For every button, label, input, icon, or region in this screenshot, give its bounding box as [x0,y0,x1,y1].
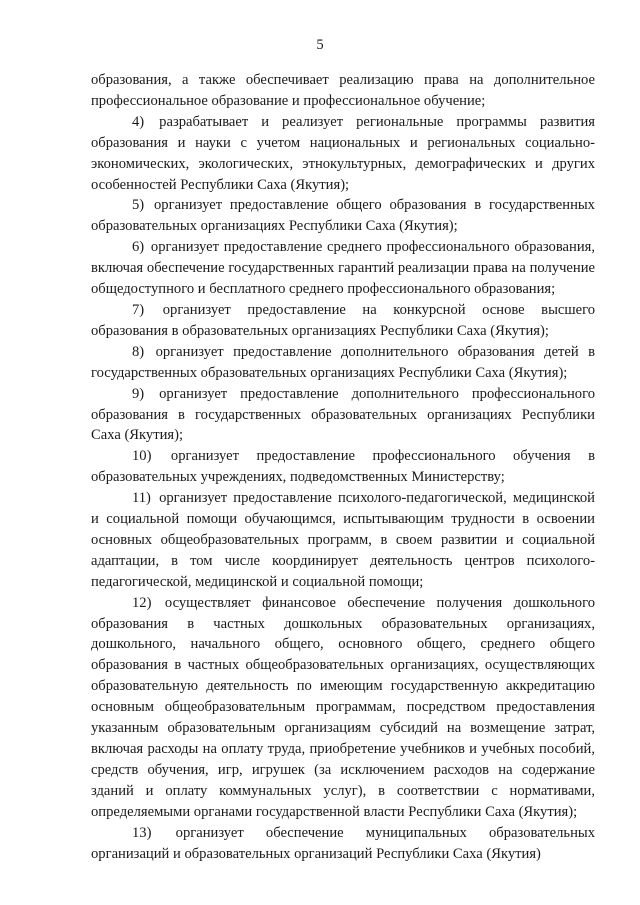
paragraph-text: организует предоставление среднего профессионального образования, включая обеспечение государственных гарантий реализации права на получение общедоступного и бесплатного среднего профессионального образования; [91,239,595,298]
paragraph-item-11 [91,488,595,593]
paragraph-number: 12) [132,594,152,611]
paragraph-item-6 [91,237,595,300]
paragraph-number: 7) [132,301,145,318]
paragraph-number: 13) [132,824,152,841]
paragraph-item-10 [91,446,595,488]
paragraph-text: организует предоставление дополнительного образования детей в государственных образовательных организациях Республики Саха (Якутия); [91,343,595,381]
document-body [91,70,595,864]
paragraph-number: 11) [132,490,151,507]
paragraph-text: организует обеспечение муниципальных образовательных организаций и образовательных организаций Республики Саха (Якутия) [91,824,595,862]
paragraph-text: организует предоставление общего образования в государственных образовательных организациях Республики Саха (Якутия); [91,197,595,235]
paragraph-text: организует предоставление профессионального обучения в образовательных учреждениях, подведомственных Министерству; [91,448,595,486]
paragraph-item-12 [91,593,595,823]
paragraph-text: образования, а также обеспечивает реализацию права на дополнительное профессиональное образование и профессиональное обучение; [91,72,595,109]
paragraph-number: 8) [132,343,145,360]
paragraph-number: 5) [132,197,145,214]
paragraph-item-8 [91,342,595,384]
paragraph-number: 4) [132,113,145,130]
paragraph-item-7 [91,300,595,342]
page-number: 5 [316,37,324,53]
paragraph-item-5 [91,195,595,237]
paragraph-text: организует предоставление на конкурсной основе высшего образования в образовательных организациях Республики Саха (Якутия); [91,301,595,339]
paragraph-text: организует предоставление дополнительного профессионального образования в государственных образовательных организациях Республики Саха (Якутия); [91,385,595,444]
paragraph-text: осуществляет финансовое обеспечение получения дошкольного образования в частных дошкольных образовательных организациях, дошкольного, начального общего, основного общего, среднего общего образования в частных общеобразовательных организациях, осуществляющих образовательную деятельность по имеющим государственную аккредитацию основным общеобразовательным программам, посредством предоставления указанным образовательным организациям субсидий на возмещение затрат, включая расходы на оплату труда, приобретение учебников и учебных пособий, средств обучения, игр, игрушек (за исключением расходов на содержание зданий и оплату коммунальных услуг), в соответствии с нормативами, определяемыми органами государственной власти Республики Саха (Якутия); [91,594,596,820]
paragraph-text: организует предоставление психолого-педагогической, медицинской и социальной помощи обучающимся, испытывающим трудности в освоении основных общеобразовательных программ, в своем развитии и социальной адаптации, в том числе координирует деятельность центров психолого-педагогической, медицинской и социальной помощи; [91,490,595,590]
paragraph-number: 9) [132,385,145,402]
paragraph-number: 10) [132,448,152,465]
paragraph-item-13 [91,823,595,865]
paragraph-text: разрабатывает и реализует региональные программы развития образования и науки с учетом национальных и региональных социально-экономических, экологических, этнокультурных, демографических и других особенностей Республики Саха (Якутия); [91,113,595,193]
paragraph-number: 6) [132,239,145,256]
paragraph-item-4 [91,112,595,196]
paragraph-item-9 [91,384,595,447]
paragraph-continuation [91,70,595,112]
